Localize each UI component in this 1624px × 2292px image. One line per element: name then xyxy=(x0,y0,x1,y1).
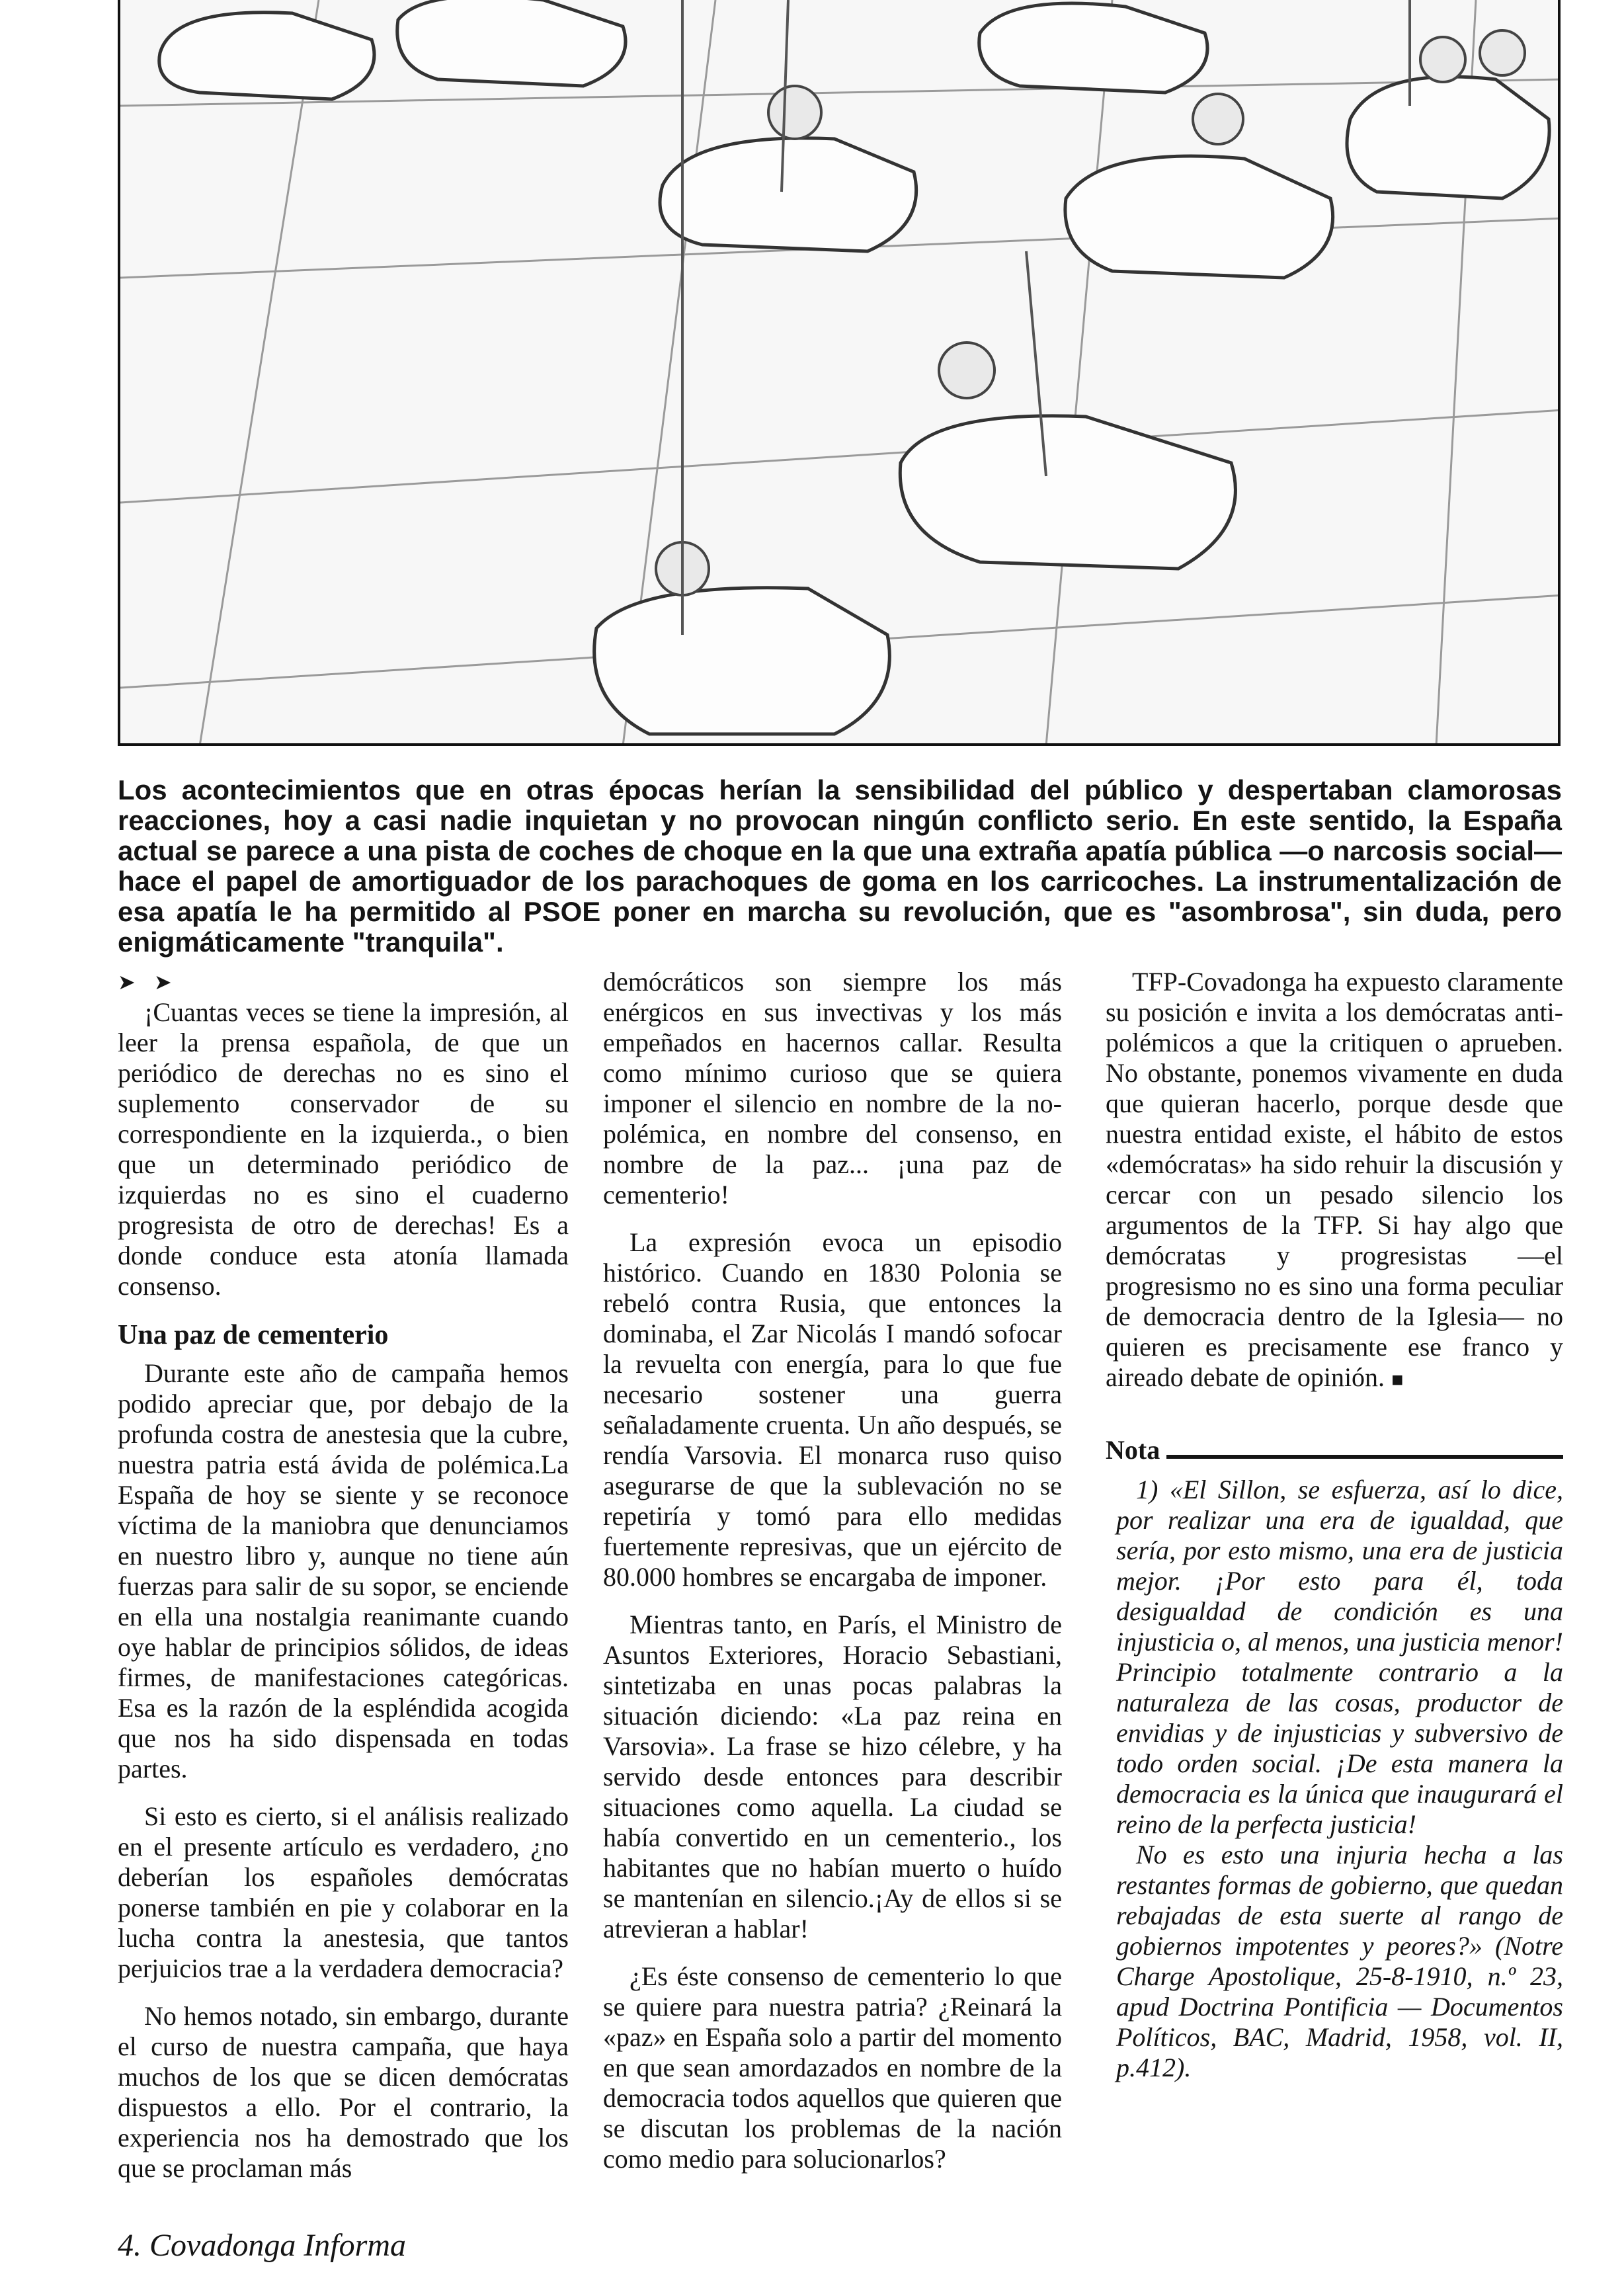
note-rule xyxy=(1166,1455,1563,1459)
note-paragraph-1: 1) «El Sillon, se esfuerza, así lo dice, por realizar una era de igualdad, que sería, por esto mismo, una era de justicia mejor. ¡Por esto para él, toda desigualdad de condición es una injusticia o, al menos, una justicia menor! Principio totalmente contrario a la naturaleza de las cosas, productor de envidias y de injusticias y subversivo de todo orden social. ¡De esta manera la democracia es la única que inaugurará el reino de la perfecta justicia! xyxy=(1116,1475,1563,1839)
column-1 xyxy=(118,967,569,2201)
illustration-caption: Los acontecimientos que en otras épocas herían la sensibilidad del público y despertaban clamorosas reacciones, hoy a casi nadie inquietan y no provocan ningún conflicto serio. En este sentido, la España actual se parece a una pista de coches de choque en la que una extraña apatía pública —o narcosis social— hace el papel de amortiguador de los parachoques de goma en los carricoches. La instrumentalización de esa apatía le ha permitido al PSOE poner en marcha su revolución, que es "asombrosa", sin duda, pero enigmáticamente "tranquila". xyxy=(118,774,1562,958)
page-footer: 4. Covadonga Informa xyxy=(118,2228,406,2263)
col1-paragraph-3: Si esto es cierto, si el análisis realizado en el presente artículo es verdadero, ¿no deberían los españoles demócratas ponerse también en pie y colaborar en la lucha contra la anestesia, que tantos perjuicios trae a la verdadera democracia? xyxy=(118,1801,569,1983)
note-label: Nota xyxy=(1106,1435,1160,1465)
col3-paragraph-1-text: TFP-Covadonga ha expuesto claramente su posición e invita a los demócratas anti-polémicos a que la critiquen o aprueben. No obstante, ponemos vivamente en duda que quieran hacerlo, porque desde que nuestra entidad existe, el hábito de estos «demócratas» ha sido rehuir la discusión y cercar con un pesado silencio los argumentos de la TFP. Si hay algo que demócratas y progresistas —el progresismo no es sino una forma peculiar de democracia dentro de la Iglesia— no quieren es precisamente ese franco y aireado debate de opinión. xyxy=(1106,967,1563,1392)
column-2 xyxy=(603,967,1062,2191)
col1-paragraph-4: No hemos notado, sin embargo, durante el curso de nuestra campaña, que haya muchos de los que se dicen demócratas dispuestos a ello. Por el contrario, la experiencia nos ha demostrado que los que se proclaman más xyxy=(118,2001,569,2183)
note-paragraph-2: No es esto una injuria hecha a las restantes formas de gobierno, que quedan rebajadas de esta suerte al rango de gobiernos impotentes y peores?» (Notre Charge Apostolique, 25-8-1910, n.º 23, apud Doctrina Pontificia — Documentos Políticos, BAC, Madrid, 1958, vol. II, p.412). xyxy=(1116,1840,1563,2082)
col2-paragraph-4: ¿Es éste consenso de cementerio lo que se quiere para nuestra patria? ¿Reinará la «paz» en España solo a partir del momento en que sean amordazados en nombre de la democracia todos aquellos que quieren que se discutan los problemas de la nación como medio para solucionarlos? xyxy=(603,1961,1062,2174)
col1-paragraph-2: Durante este año de campaña hemos podido apreciar que, por debajo de la profunda costra de anestesia que la cubre, nuestra patria está ávida de polémica.La España de hoy se siente y se reconoce víctima de la maniobra que denunciamos en nuestro libro y, aunque no tiene aún fuerzas para salir de su sopor, se enciende en ella una nostalgia reanimante cuando oye hablar de principios sólidos, de ideas firmes, de manifestaciones categóricas. Esa es la razón de la espléndida acogida que nos ha sido dispensada en todas partes. xyxy=(118,1358,569,1783)
col2-paragraph-1: demócráticos son siempre los más enérgicos en sus invectivas y los más empeñados en hacernos callar. Resulta como mínimo curioso que se quiera imponer el silencio en nombre de la no-polémica, en nombre del consenso, en nombre de la paz... ¡una paz de cementerio! xyxy=(603,967,1062,1209)
bumper-cars-illustration xyxy=(118,0,1561,746)
note-heading xyxy=(1106,1435,1563,1465)
column-3 xyxy=(1106,967,1563,2083)
col2-paragraph-3: Mientras tanto, en París, el Ministro de Asuntos Exteriores, Horacio Sebastiani, sintetizaba en unas pocas palabras la situación diciendo: «La paz reina en Varsovia». La frase se hizo célebre, y ha servido desde entonces para describir situaciones como aquella. La ciudad se había convertido en un cementerio., los habitantes que no habían muerto o huído se mantenían en silencio.¡Ay de ellos si se atrevieran a hablar! xyxy=(603,1610,1062,1944)
lead-arrows-icon: ➤ ➤ xyxy=(118,970,179,994)
col2-paragraph-2: La expresión evoca un episodio histórico. Cuando en 1830 Polonia se rebeló contra Rusia, que entonces la dominaba, el Zar Nicolás I mandó sofocar la revuelta con energía, para lo que fue necesario sostener una guerra señaladamente cruenta. Un año después, se rendía Varsovia. El monarca ruso quiso asegurarse de que la sublevación no se repetiría y tomó para ello medidas fuertemente represivas, que un ejército de 80.000 hombres se encargaba de imponer. xyxy=(603,1227,1062,1592)
col1-paragraph-1: ¡Cuantas veces se tiene la impresión, al leer la prensa española, de que un periódico de derechas no es sino el suplemento conservador de su correspondiente en la izquierda., o bien que un determinado periódico de izquierdas no es sino el cuaderno progresista de otro de derechas! Es a donde conduce esta atonía llamada consenso. xyxy=(118,997,569,1301)
col3-paragraph-1 xyxy=(1106,967,1563,1395)
end-square-icon: ■ xyxy=(1391,1369,1404,1391)
subheading: Una paz de cementerio xyxy=(118,1320,389,1350)
note-body xyxy=(1106,1475,1563,2083)
